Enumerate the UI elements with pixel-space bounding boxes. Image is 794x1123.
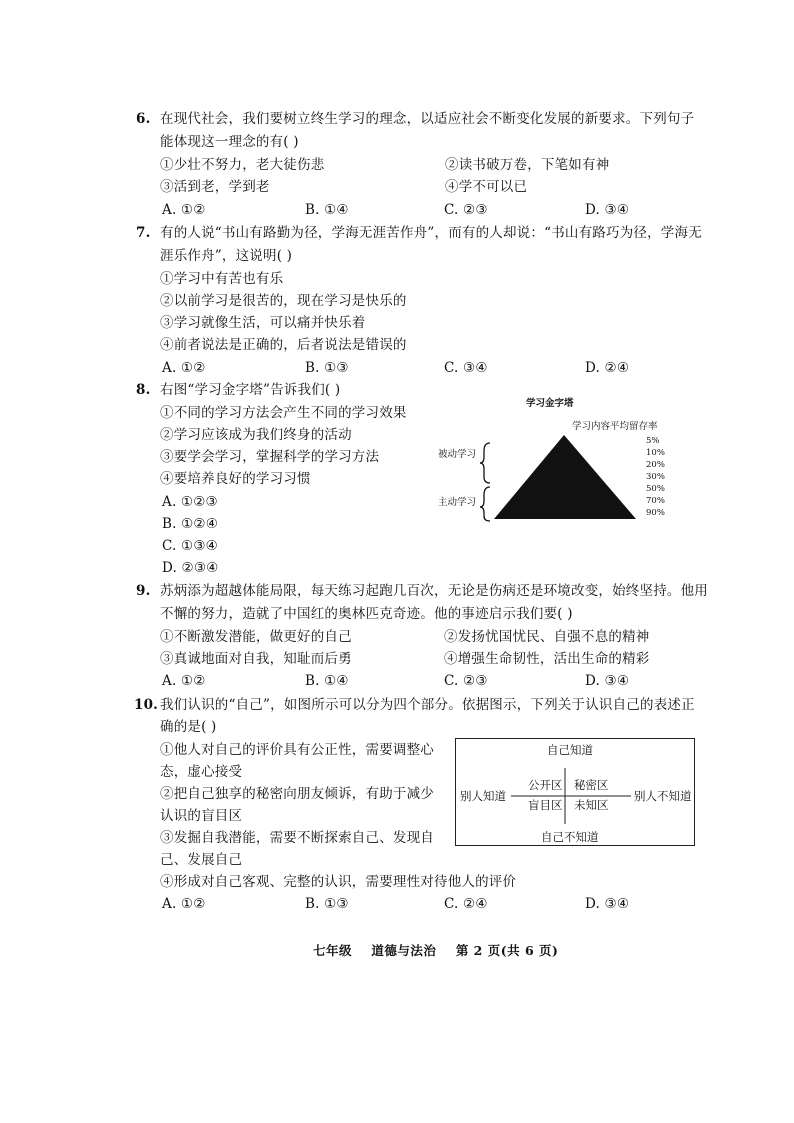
q7-stem-line2: 涯乐作舟”，这说明( ): [160, 248, 293, 264]
pyramid-percent-6: 70%: [646, 496, 665, 506]
pyramid-percent-5: 50%: [646, 484, 665, 494]
q10-statement-1a: ①他人对自己的评价具有公正性，需要调整心: [160, 742, 434, 758]
pyramid-passive-label: 被动学习: [438, 449, 477, 460]
pyramid-percent-7: 90%: [646, 508, 665, 518]
q6-option-d[interactable]: D. ③④: [585, 202, 630, 218]
q6-statement-3: ③活到老，学到老: [160, 179, 270, 195]
johari-blind-area: 盲目区: [528, 798, 563, 812]
q10-option-b[interactable]: B. ①③: [305, 896, 349, 912]
q10-option-c[interactable]: C. ②④: [444, 896, 488, 912]
q10-statement-2a: ②把自己独享的秘密向朋友倾诉，有助于减少: [160, 786, 434, 802]
q8-option-a[interactable]: A. ①②③: [162, 494, 218, 510]
pyramid-percent-2: 10%: [646, 448, 665, 458]
q10-statement-3a: ③发掘自我潜能，需要不断探索自己、发现自: [160, 830, 434, 846]
q9-option-d[interactable]: D. ③④: [585, 673, 630, 689]
q7-number: 7.: [136, 225, 151, 241]
q10-statement-2b: 认识的盲目区: [160, 808, 243, 824]
johari-top-label: 自己知道: [547, 743, 593, 757]
q9-number: 9.: [136, 583, 151, 599]
q8-statement-3: ③要学会学习，掌握科学的学习方法: [160, 449, 380, 465]
q7-statement-1: ①学习中有苦也有乐: [160, 271, 284, 287]
passive-brace: [480, 443, 490, 483]
page-footer: 七年级 道德与法治 第 2 页(共 6 页): [313, 943, 559, 958]
pyramid-graphic: [480, 425, 640, 525]
pyramid-percent-1: 5%: [646, 436, 660, 446]
q9-statement-2: ②发扬忧国忧民、自强不息的精神: [444, 629, 650, 645]
q6-statement-1: ①少壮不努力，老大徒伤悲: [160, 157, 325, 173]
q7-statement-2: ②以前学习是很苦的，现在学习是快乐的: [160, 293, 407, 309]
q6-statement-2: ②读书破万卷，下笔如有神: [445, 157, 610, 173]
q10-number: 10.: [134, 697, 159, 713]
pyramid-triangle: [494, 435, 636, 519]
q8-stem: 右图“学习金字塔”告诉我们( ): [160, 382, 341, 398]
johari-bottom-label: 自己不知道: [541, 830, 599, 844]
q10-statement-4: ④形成对自己客观、完整的认识，需要理性对待他人的评价: [160, 874, 517, 890]
q7-option-d[interactable]: D. ②④: [585, 360, 630, 376]
q10-stem-line1: 我们认识的“自己”，如图所示可以分为四个部分。依据图示，下列关于认识自己的表述正: [160, 697, 695, 713]
johari-secret-area: 秘密区: [574, 778, 609, 792]
q10-stem-line2: 确的是( ): [160, 719, 217, 735]
q10-statement-1b: 态，虚心接受: [160, 764, 243, 780]
q6-number: 6.: [136, 111, 151, 127]
q6-stem-line2: 能体现这一理念的有( ): [160, 134, 299, 150]
q7-option-b[interactable]: B. ①③: [305, 360, 349, 376]
q8-statement-4: ④要培养良好的学习习惯: [160, 471, 311, 487]
q8-option-d[interactable]: D. ②③④: [162, 560, 219, 576]
q6-option-a[interactable]: A. ①②: [162, 202, 206, 218]
q7-statement-4: ④前者说法是正确的，后者说法是错误的: [160, 337, 407, 353]
johari-open-area: 公开区: [528, 778, 563, 792]
johari-left-label: 别人知道: [460, 789, 506, 803]
q8-number: 8.: [136, 382, 151, 398]
pyramid-title: 学习金字塔: [526, 398, 574, 409]
active-brace: [480, 487, 490, 521]
q6-statement-4: ④学不可以已: [445, 179, 528, 195]
q7-option-a[interactable]: A. ①②: [162, 360, 206, 376]
q8-option-b[interactable]: B. ①②④: [162, 516, 219, 532]
q9-option-c[interactable]: C. ②③: [444, 673, 488, 689]
q10-option-d[interactable]: D. ③④: [585, 896, 630, 912]
q9-statement-4: ④增强生命韧性，活出生命的精彩: [444, 651, 650, 667]
q9-option-a[interactable]: A. ①②: [162, 673, 206, 689]
q7-stem-line1: 有的人说“书山有路勤为径，学海无涯苦作舟”，而有的人却说：“书山有路巧为径，学海无: [160, 225, 702, 241]
q9-option-b[interactable]: B. ①④: [305, 673, 349, 689]
pyramid-percent-3: 20%: [646, 460, 665, 470]
q9-statement-3: ③真诚地面对自我，知耻而后勇: [160, 651, 352, 667]
q10-option-a[interactable]: A. ①②: [162, 896, 206, 912]
johari-right-label: 别人不知道: [634, 789, 692, 803]
pyramid-percent-4: 30%: [646, 472, 665, 482]
q9-stem-line1: 苏炳添为超越体能局限，每天练习起跑几百次，无论是伤病还是环境改变，始终坚持。他用: [160, 583, 708, 599]
johari-unknown-area: 未知区: [574, 798, 609, 812]
q9-statement-1: ①不断激发潜能，做更好的自己: [160, 629, 352, 645]
q7-statement-3: ③学习就像生活，可以痛并快乐着: [160, 315, 366, 331]
q9-stem-line2: 不懈的努力，造就了中国红的奥林匹克奇迹。他的事迹启示我们要( ): [160, 606, 573, 622]
q6-stem-line1: 在现代社会，我们要树立终生学习的理念，以适应社会不断变化发展的新要求。下列句子: [160, 111, 695, 127]
q6-option-b[interactable]: B. ①④: [305, 202, 349, 218]
pyramid-active-label: 主动学习: [438, 497, 477, 508]
q10-statement-3b: 己、发展自己: [160, 852, 243, 868]
q8-option-c[interactable]: C. ①③④: [162, 538, 218, 554]
pyramid-subtitle: 学习内容平均留存率: [572, 421, 658, 432]
q6-option-c[interactable]: C. ②③: [444, 202, 488, 218]
q8-statement-1: ①不同的学习方法会产生不同的学习效果: [160, 405, 407, 421]
q8-statement-2: ②学习应该成为我们终身的活动: [160, 427, 352, 443]
q7-option-c[interactable]: C. ③④: [444, 360, 488, 376]
